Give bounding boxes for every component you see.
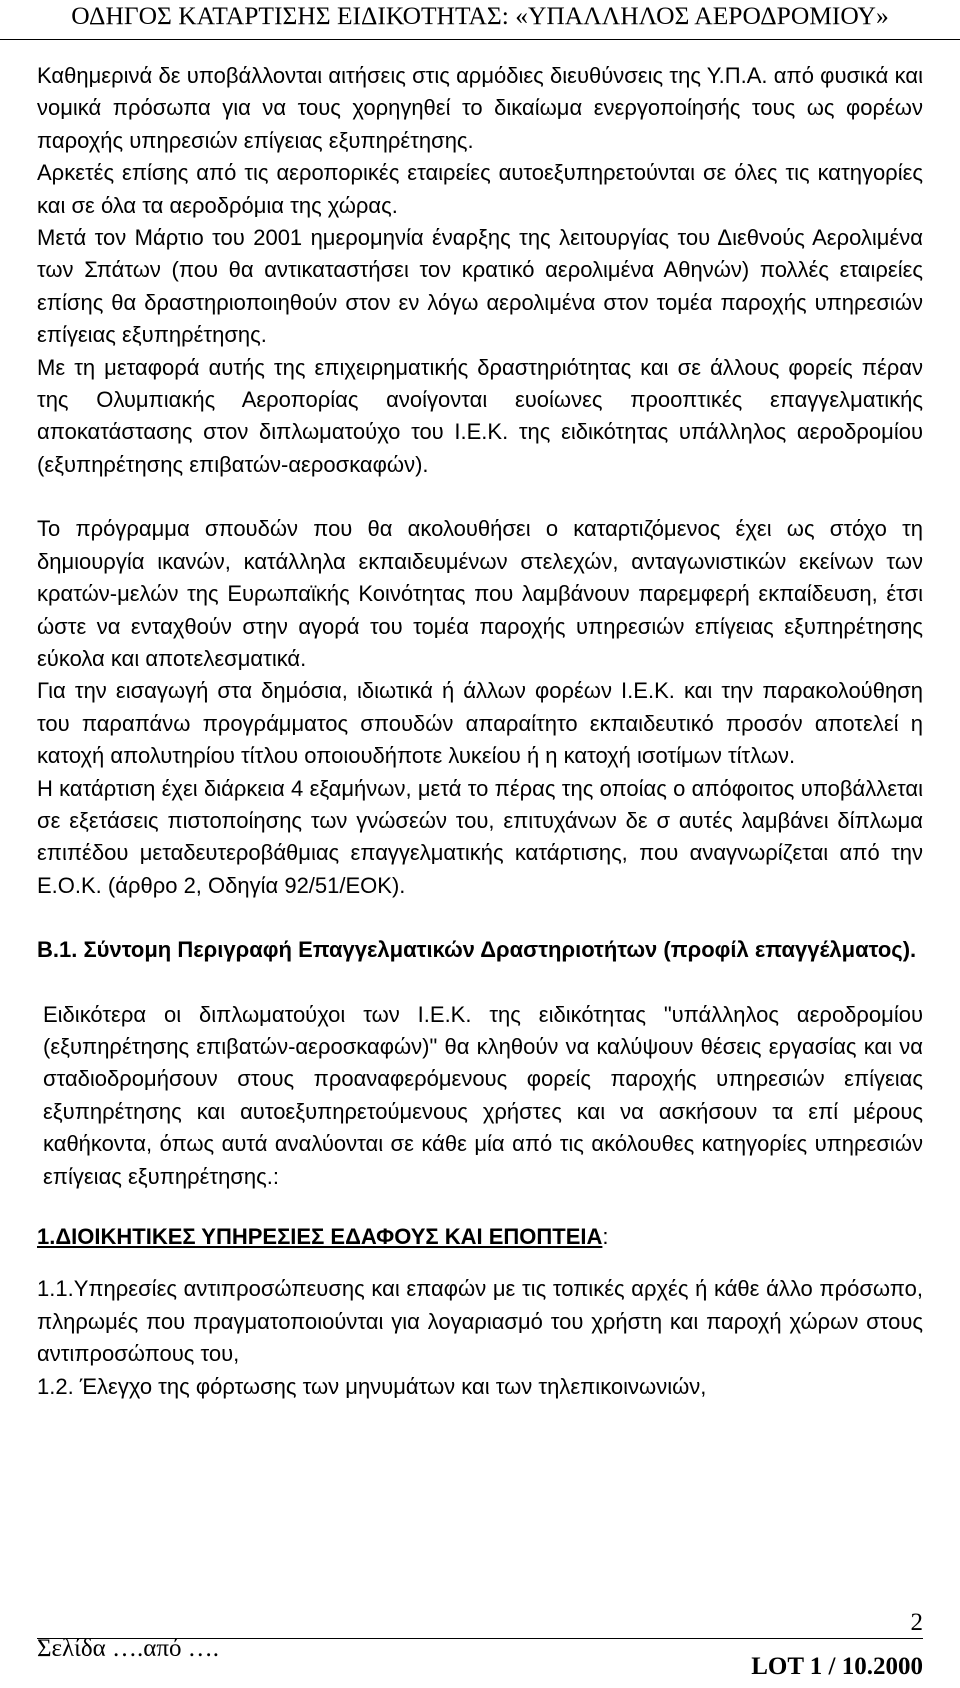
paragraph-self-handling: Αρκετές επίσης από τις αεροπορικές εταιρείες αυτοεξυπηρετούνται σε όλες τις κατηγορίες και σε όλα τα αεροδρόμια της χώρας. — [37, 160, 923, 218]
paragraph-study-program: Το πρόγραμμα σπουδών που θα ακολουθήσει ο καταρτιζόμενος έχει ως στόχο τη δημιουργία ικανών, κατάλληλα εκπαιδευμένων στελεχών, ανταγωνιστικών εκείνων των κρατών-μελών της Ευρωπαϊκής Κοινότητας που λαμβάνουν παρεμφερή εκπαίδευση, έτσι ώστε να ενταχθούν στην αγορά του τομέα παροχής υπηρεσιών επίγειας εξυπηρέτησης εύκολα και αποτελεσματικά. — [37, 516, 923, 671]
paragraph-requests: Καθημερινά δε υποβάλλονται αιτήσεις στις αρμόδιες διευθύνσεις της Υ.Π.Α. από φυσικά και νομικά πρόσωπα για να τους χορηγηθεί το δικαίωμα ενεργοποίησής τους ως φορέων παροχής υπηρεσιών επίγειας εξυπηρέτησης. — [37, 63, 923, 153]
list-item-1-2: 1.2. Έλεγχο της φόρτωσης των μηνυμάτων και των τηλεπικοινωνιών, — [37, 1373, 707, 1399]
list-item-1-1: 1.1.Υπηρεσίες αντιπροσώπευσης και επαφών με τις τοπικές αρχές ή κάθε άλλο πρόσωπο, πληρωμές που πραγματοποιούνται για λογαριασμό του χρήστη και παροχή χώρων στους αντιπροσώπους του, — [37, 1276, 923, 1367]
paragraph-duration: Η κατάρτιση έχει διάρκεια 4 εξαμήνων, μετά το πέρας της οποίας ο απόφοιτος υποβάλλεται σε εξετάσεις πιστοποίησης των γνώσεών του, επιτυχάνων δε σ αυτές λαμβάνει δίπλωμα επιπέδου μεταδευτεροβάθμιας επαγγελματικής κατάρτισης, που αναγνωρίζεται από την Ε.Ο.Κ. (άρθρο 2, Οδηγία 92/51/ΕΟΚ). — [37, 775, 923, 898]
page-header — [0, 0, 960, 40]
page-number: 2 — [37, 1608, 923, 1639]
paragraph-spata-airport: Μετά τον Μάρτιο του 2001 ημερομηνία έναρξης της λειτουργίας του Διεθνούς Αερολιμένα των Σπάτων (που θα αντικαταστήσει τον κρατικό αερολιμένα Αθηνών) πολλές εταιρείες επίσης θα δραστηριοποιηθούν στον εν λόγω αερολιμένα στον τομέα παροχής υπηρεσιών επίγειας εξυπηρέτησης. — [37, 225, 923, 348]
section-heading-b1: Β.1. Σύντομη Περιγραφή Επαγγελματικών Δραστηριοτήτων (προφίλ επαγγέλματος). — [37, 937, 917, 963]
document-body — [37, 60, 923, 1403]
page-label: Σελίδα ….από …. — [37, 1635, 219, 1662]
section-heading-1-colon: : — [602, 1224, 609, 1249]
paragraph-career-prospects: Με τη μεταφορά αυτής της επιχειρηματικής δραστηριότητας και σε άλλους φορείς πέραν της Ολυμπιακής Αεροπορίας ανοίγονται ευοίωνες προοπτικές επαγγελματικής αποκατάστασης στον διπλωματούχο του Ι.Ε.Κ. της ειδικότητας υπάλληλος αεροδρομίου (εξυπηρέτησης επιβατών-αεροσκαφών). — [37, 354, 923, 477]
section-heading-1 — [37, 1221, 923, 1253]
lot-label: LOT 1 / 10.2000 — [751, 1653, 923, 1680]
paragraph-graduates: Ειδικότερα οι διπλωματούχοι των Ι.Ε.Κ. της ειδικότητας "υπάλληλος αεροδρομίου (εξυπηρέτησης επιβατών-αεροσκαφών)" θα κληθούν να καλύψουν θέσεις εργασίας και να σταδιοδρομήσουν στους προαναφερόμενους φορείς παροχής υπηρεσιών επίγειας εξυπηρέτησης και αυτοεξυπηρετούμενους χρήστες και να ασκήσουν τα επί μέρους καθήκοντα, όπως αυτά αναλύονται σε κάθε μία από τις ακόλουθες κατηγορίες υπηρεσιών επίγειας εξυπηρέτησης.: — [43, 1001, 923, 1189]
document-title: ΟΔΗΓΟΣ ΚΑΤΑΡΤΙΣΗΣ ΕΙΔΙΚΟΤΗΤΑΣ: «ΥΠΑΛΛΗΛΟΣ ΑΕΡΟΔΡΟΜΙΟΥ» — [71, 1, 889, 30]
section-heading-1-text: 1.ΔΙΟΙΚΗΤΙΚΕΣ ΥΠΗΡΕΣΙΕΣ ΕΔΑΦΟΥΣ ΚΑΙ ΕΠΟΠΤΕΙΑ — [37, 1224, 603, 1249]
paragraph-admission: Για την εισαγωγή στα δημόσια, ιδιωτικά ή άλλων φορέων Ι.Ε.Κ. και την παρακολούθηση του παραπάνω προγράμματος σπουδών απαραίτητο εκπαιδευτικό προσόν αποτελεί η κατοχή απολυτηρίου τίτλου οποιουδήποτε λυκείου ή η κατοχή ισοτίμων τίτλων. — [37, 678, 923, 769]
